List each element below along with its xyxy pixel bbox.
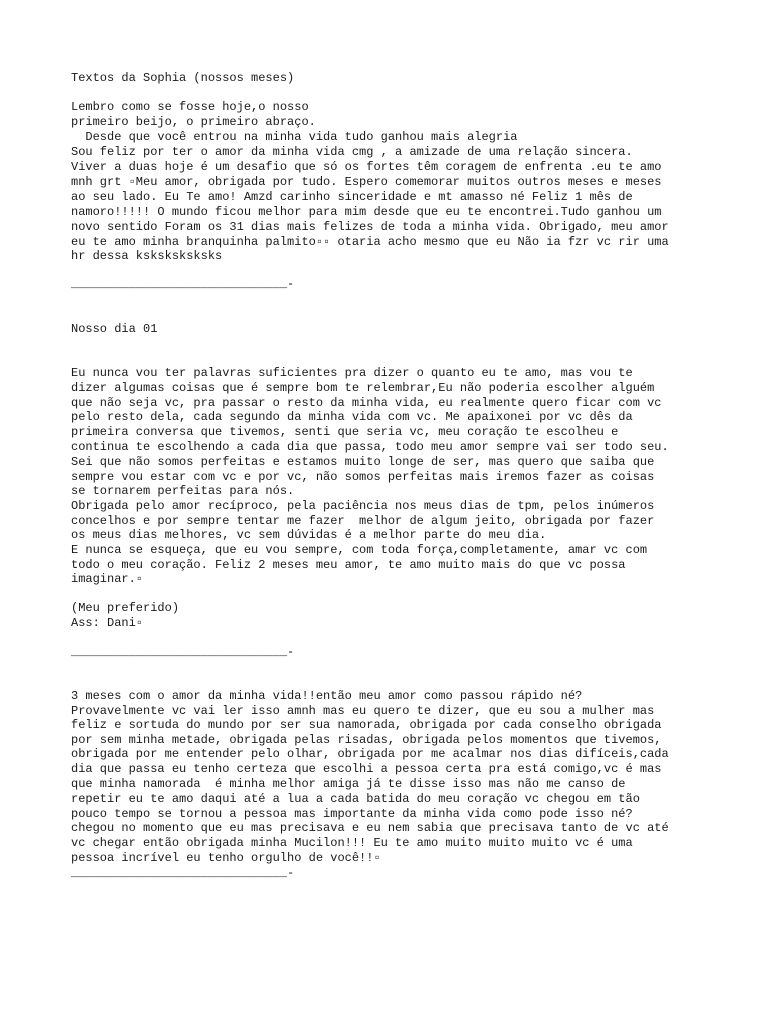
text-line: 3 meses com o amor da minha vida!!então meu amor como passou rápido né? bbox=[71, 689, 583, 703]
section-heading: Nosso dia 01 bbox=[71, 322, 158, 336]
section-divider: ______________________________- bbox=[71, 645, 295, 659]
text-line: repetir eu te amo daqui até a lua a cada batida do meu coração vc chegou em tão bbox=[71, 792, 640, 806]
text-line: os meus dias melhores, vc sem dúvidas é a melhor parte do meu dia. bbox=[71, 528, 547, 542]
text-line: imaginar.▫ bbox=[71, 572, 144, 586]
text-line: Lembro como se fosse hoje,o nosso bbox=[71, 100, 309, 114]
text-line: dia que passa eu tenho certeza que escolhi a pessoa certa pra está comigo,vc é mas bbox=[71, 762, 662, 776]
text-line: que minha namorada é minha melhor amiga já te disse isso mas não me canso de bbox=[71, 777, 626, 791]
text-line: chegou no momento que eu mas precisava e eu nem sabia que precisava tanto de vc até bbox=[71, 821, 669, 835]
text-line: por sem minha metade, obrigada pelas risadas, obrigada pelos momentos que tivemos, bbox=[71, 733, 662, 747]
text-line: eu te amo minha branquinha palmito▫▫ otaria acho mesmo que eu Não ia fzr vc rir uma bbox=[71, 235, 669, 249]
text-line: dizer algumas coisas que é sempre bom te relembrar,Eu não poderia escolher alguém bbox=[71, 381, 655, 395]
section-divider: ______________________________- bbox=[71, 866, 295, 880]
text-line: (Meu preferido) bbox=[71, 601, 180, 615]
document-title: Textos da Sophia (nossos meses) bbox=[71, 71, 295, 85]
text-line: Sei que não somos perfeitas e estamos muito longe de ser, mas quero que saiba que bbox=[71, 455, 655, 469]
text-line: primeira conversa que tivemos, senti que seria vc, meu coração te escolheu e bbox=[71, 425, 619, 439]
text-line: novo sentido Foram os 31 dias mais felizes de toda a minha vida. Obrigado, meu amor bbox=[71, 220, 669, 234]
text-line: obrigada por me entender pelo olhar, obrigada por me acalmar nos dias difíceis,cada bbox=[71, 747, 669, 761]
text-line: Viver a duas hoje é um desafio que só os fortes têm coragem de enfrenta .eu te amo bbox=[71, 160, 662, 174]
text-line: vc chegar então obrigada minha Mucilon!!! Eu te amo muito muito muito vc é uma bbox=[71, 836, 633, 850]
text-line: Provavelmente vc vai ler isso amnh mas eu quero te dizer, que eu sou a mulher mas bbox=[71, 704, 655, 718]
text-line: pelo resto dela, cada segundo da minha vida com vc. Me apaixonei por vc dês da bbox=[71, 410, 633, 424]
text-line: Desde que você entrou na minha vida tudo ganhou mais alegria bbox=[71, 130, 518, 144]
signature-line: Ass: Dani▫ bbox=[71, 616, 144, 630]
text-line: que não seja vc, pra passar o resto da minha vida, eu realmente quero ficar com vc bbox=[71, 396, 662, 410]
section-divider: ______________________________- bbox=[71, 277, 295, 291]
text-line: Eu nunca vou ter palavras suficientes pra dizer o quanto eu te amo, mas vou te bbox=[71, 366, 633, 380]
text-line: namoro!!!!! O mundo ficou melhor para mim desde que eu te encontrei.Tudo ganhou um bbox=[71, 205, 662, 219]
text-line: sempre vou estar com vc e por vc, não somos perfeitas mais iremos fazer as coisas bbox=[71, 470, 655, 484]
text-line: ao seu lado. Eu Te amo! Amzd carinho sinceridade e mt amasso né Feliz 1 mês de bbox=[71, 190, 633, 204]
text-line: continua te escolhendo a cada dia que passa, todo meu amor sempre vai ser todo seu. bbox=[71, 440, 669, 454]
text-line: hr dessa ksksksksksks bbox=[71, 249, 223, 263]
text-line: se tornarem perfeitas para nós. bbox=[71, 484, 295, 498]
text-line: Obrigada pelo amor recíproco, pela paciência nos meus dias de tpm, pelos inúmeros bbox=[71, 499, 655, 513]
text-line: primeiro beijo, o primeiro abraço. bbox=[71, 115, 316, 129]
text-line: pouco tempo se tornou a pessoa mas importante da minha vida como pode isso né? bbox=[71, 807, 633, 821]
text-line: Sou feliz por ter o amor da minha vida cmg , a amizade de uma relação sincera. bbox=[71, 145, 633, 159]
text-line: E nunca se esqueça, que eu vou sempre, com toda força,completamente, amar vc com bbox=[71, 543, 648, 557]
text-line: concelhos e por sempre tentar me fazer melhor de algum jeito, obrigada por fazer bbox=[71, 514, 655, 528]
text-line: feliz e sortuda do mundo por ser sua namorada, obrigada por cada conselho obrigada bbox=[71, 718, 662, 732]
text-line: todo o meu coração. Feliz 2 meses meu amor, te amo muito mais do que vc possa bbox=[71, 558, 626, 572]
text-line: mnh grt ▫Meu amor, obrigada por tudo. Espero comemorar muitos outros meses e meses bbox=[71, 175, 662, 189]
text-line: pessoa incrível eu tenho orgulho de você!!▫ bbox=[71, 851, 381, 865]
